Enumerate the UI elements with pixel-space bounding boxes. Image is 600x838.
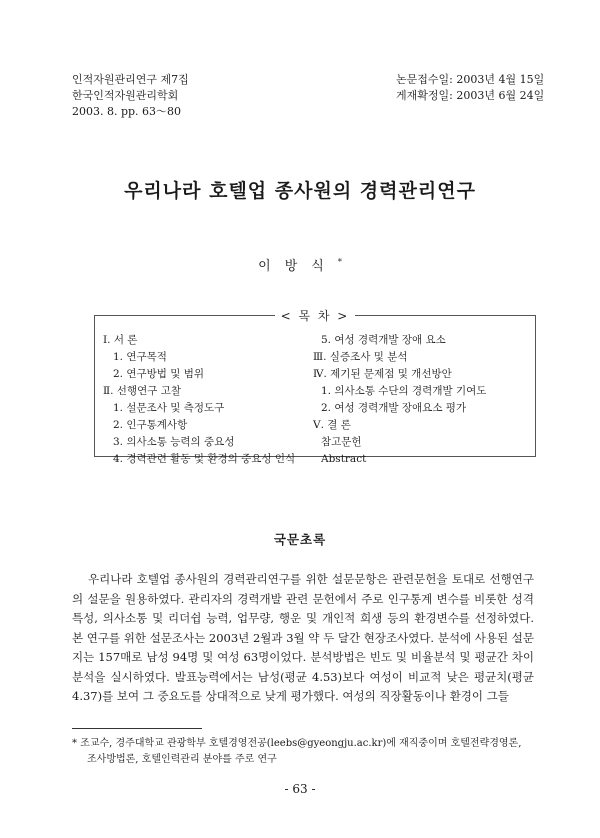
received-date: 논문접수일: 2003년 4월 15일 xyxy=(396,73,545,86)
toc-right-column xyxy=(313,332,533,468)
toc-item: Ⅰ. 서 론 xyxy=(103,334,138,346)
footnote-line: * 조교수, 경주대학교 관광학부 호텔경영전공(leebs@gyeongju.ac.kr)에 재직중이며 호텔전략경영론, xyxy=(72,738,522,749)
paper-title: 우리나라 호텔업 종사원의 경력관리연구 xyxy=(124,180,476,202)
toc-item: 1. 연구목적 xyxy=(113,351,167,363)
toc-item: 2. 여성 경력개발 장애요소 평가 xyxy=(321,402,467,414)
toc-item: 2. 인구통계사항 xyxy=(113,419,188,431)
page-number: - 63 - xyxy=(284,782,316,796)
toc-heading: < 목 차 > xyxy=(275,309,356,323)
abstract-body: 우리나라 호텔업 종사원의 경력관리연구를 위한 설문문항은 관련문헌을 토대로 선행연구의 설문을 원용하였다. 관리자의 경력개발 관련 문헌에서 주로 인구통계 변수를 비롯한 성격특성, 의사소통 및 리더쉽 능력, 업무량, 행운 및 개인적 희생 등의 환경변수를 선정하였다. 본 연구를 위한 설문조사는 2003년 2월과 3월 약 두 달간 현장조사였다. 분석에 사용된 설문지는 157매로 남성 94명 및 여성 63명이었다. 분석방법은 빈도 및 비율분석 및 평균간 차이분석을 실시하였다. 발표능력에서는 남성(평균 4.53)보다 여성이 비교적 낮은 평균치(평균4.37)를 보여 그 중요도를 상대적으로 낮게 평가했다. 여성의 직장활동이나 환경이 그들 xyxy=(72,572,534,703)
abstract-heading: 국문초록 xyxy=(273,532,327,547)
journal-info xyxy=(72,72,189,120)
footnote-line: 조사방법론, 호텔인력관리 분야를 주로 연구 xyxy=(87,754,277,765)
toc-item: 1. 의사소통 수단의 경력개발 기여도 xyxy=(321,385,487,397)
toc-item: Ⅲ. 실증조사 및 분석 xyxy=(313,351,408,363)
accepted-date: 게재확정일: 2003년 6월 24일 xyxy=(396,89,545,102)
journal-name: 인적자원관리연구 제7집 xyxy=(72,73,189,86)
author-name: 이방식 xyxy=(258,259,338,274)
issue-pages: 2003. 8. pp. 63～80 xyxy=(72,105,182,118)
toc-item: Ⅴ. 결 론 xyxy=(313,419,351,431)
toc-item: 1. 설문조사 및 측정도구 xyxy=(113,402,225,414)
toc-left-column xyxy=(103,332,323,468)
toc-item: Abstract xyxy=(321,453,367,465)
toc-item: 5. 여성 경력개발 장애 요소 xyxy=(321,334,446,346)
submission-dates xyxy=(396,72,544,104)
toc-item: 3. 의사소통 능력의 중요성 xyxy=(113,436,235,448)
toc-item: Ⅱ. 선행연구 고찰 xyxy=(103,385,182,397)
author-footnote-mark: * xyxy=(337,257,342,267)
author-footnote xyxy=(72,736,542,768)
footnote-divider xyxy=(72,728,202,729)
society-name: 한국인적자원관리학회 xyxy=(72,89,179,102)
toc-item: Ⅳ. 제기된 문제점 및 개선방안 xyxy=(313,368,452,380)
toc-item: 2. 연구방법 및 범위 xyxy=(113,368,205,380)
toc-item: 4. 경력관련 활동 및 환경의 중요성 인식 xyxy=(113,453,296,465)
toc-item: 참고문헌 xyxy=(321,436,362,448)
table-of-contents xyxy=(94,309,536,465)
author-line xyxy=(0,255,600,274)
